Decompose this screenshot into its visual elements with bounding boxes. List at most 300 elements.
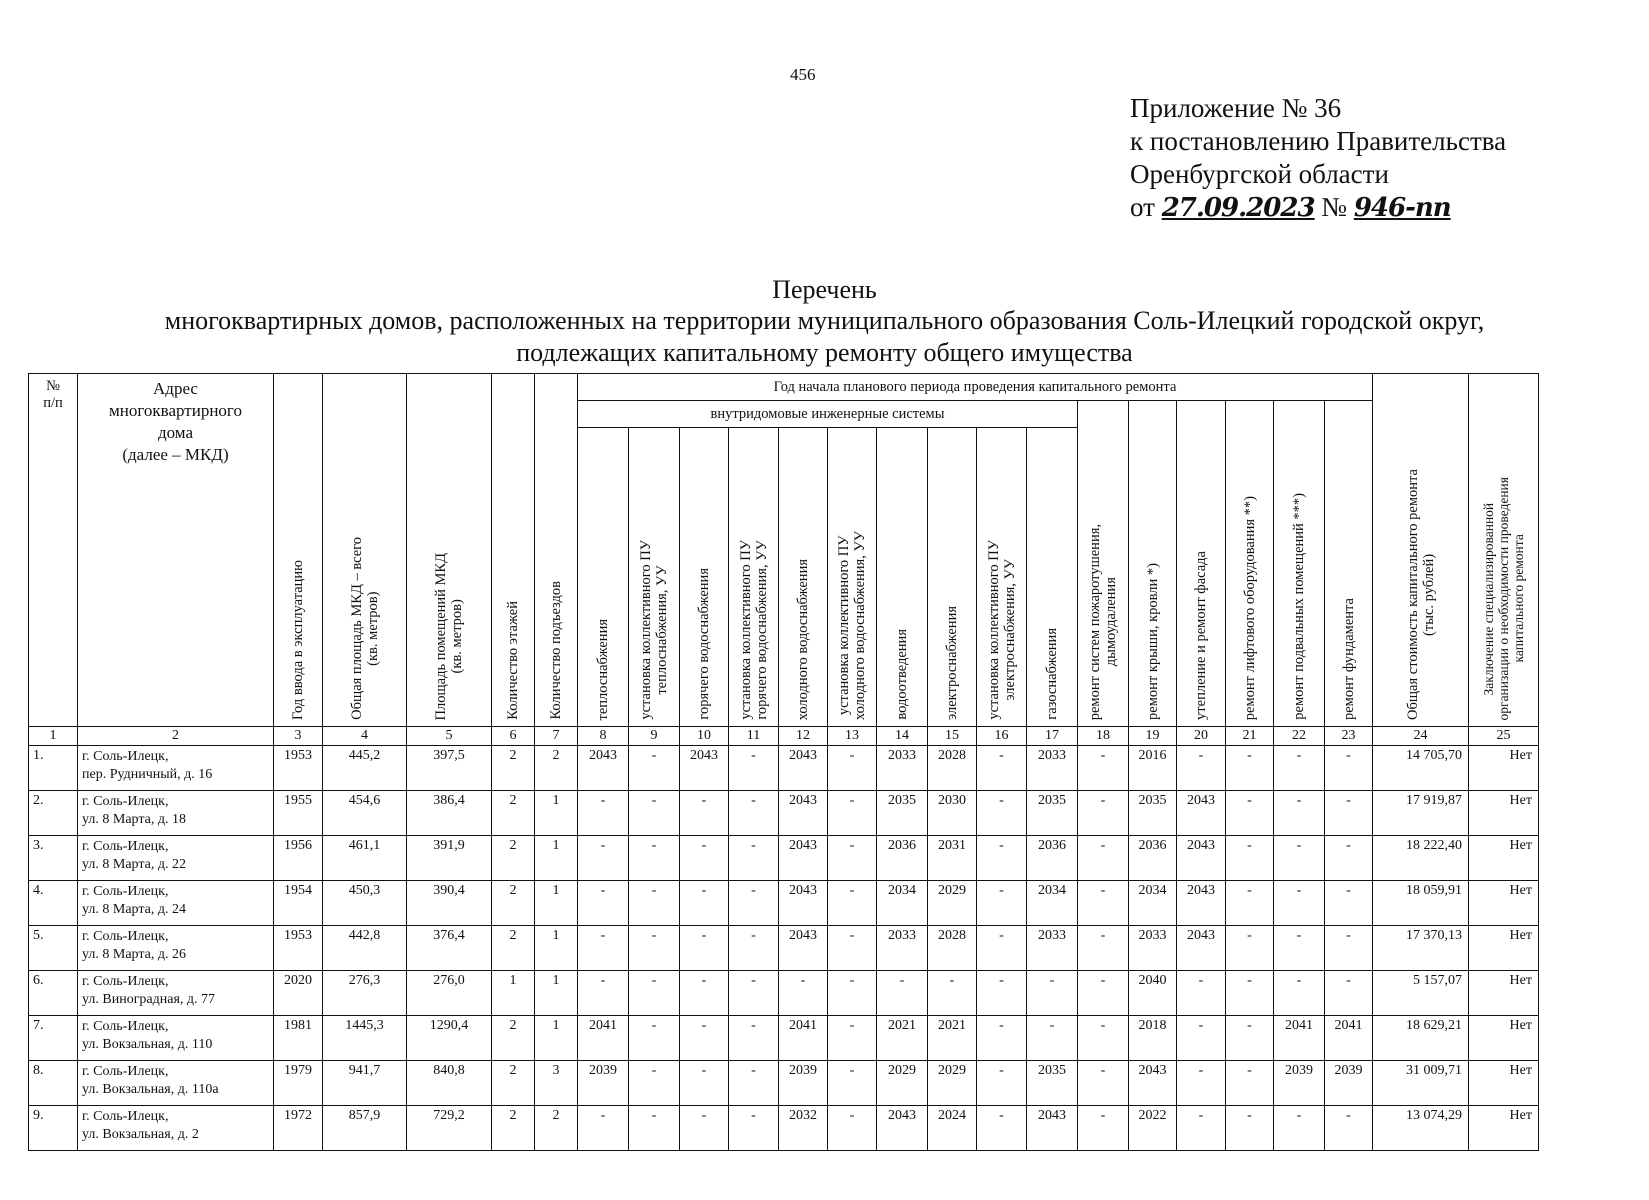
cell-c12: 2043 [779,746,828,791]
cost-cell: 5 157,07 [1373,971,1469,1016]
cell-floors: 1 [492,971,535,1016]
conclusion-cell: Нет [1469,1061,1539,1106]
document-subtitle-1: многоквартирных домов, расположенных на территории муниципального образования Соль-Илецкий городской округ, [164,306,1485,335]
header-group-engineering: внутридомовые инженерные системы [578,401,1078,428]
cell-c21: - [1226,881,1274,926]
cell-c17: 2034 [1027,881,1078,926]
cell-c15: 2029 [928,881,977,926]
cell-c22: - [1274,926,1325,971]
cell-c21: - [1226,971,1274,1016]
address-street: ул. Вокзальная, д. 110 [82,1037,213,1052]
cell-c15: - [928,971,977,1016]
cost-cell: 18 629,21 [1373,1016,1469,1061]
cell-floors: 2 [492,746,535,791]
cell-c21: - [1226,1106,1274,1151]
document-title: Перечень [772,275,877,304]
address-city: г. Соль-Илецк, [82,884,169,899]
cell-year: 1953 [274,926,323,971]
cell-c12: 2032 [779,1106,828,1151]
address-city: г. Соль-Илецк, [82,1109,169,1124]
cost-cell: 18 222,40 [1373,836,1469,881]
cell-c12: 2043 [779,836,828,881]
cell-c17: 2035 [1027,791,1078,836]
col-number: 11 [729,727,779,746]
cell-c18: - [1078,1016,1129,1061]
cell-c18: - [1078,791,1129,836]
cell-c20: - [1177,971,1226,1016]
cell-entr: 1 [535,1016,578,1061]
cell-entr: 2 [535,1106,578,1151]
col-number: 22 [1274,727,1325,746]
cell-c23: - [1325,926,1373,971]
header-address: Адрес многоквартирного дома (далее – МКД) [78,374,274,727]
cell-floors: 2 [492,926,535,971]
address-cell [78,791,274,836]
cell-c16: - [977,971,1027,1016]
cell-c17: 2033 [1027,926,1078,971]
cell-c10: - [680,1016,729,1061]
cell-c22: - [1274,881,1325,926]
address-street: ул. 8 Марта, д. 22 [82,857,186,872]
cell-c9: - [629,1106,680,1151]
cell-c22: 2041 [1274,1016,1325,1061]
cell-c22: 2039 [1274,1061,1325,1106]
address-cell [78,1061,274,1106]
cell-floors: 2 [492,1016,535,1061]
cell-c17: 2043 [1027,1106,1078,1151]
col-number: 21 [1226,727,1274,746]
conclusion-cell: Нет [1469,746,1539,791]
cell-c15: 2024 [928,1106,977,1151]
cell-total: 1445,3 [323,1016,407,1061]
appendix-date-line [1130,191,1506,225]
cell-c10: - [680,791,729,836]
row-number: 8. [29,1061,78,1106]
conclusion-cell: Нет [1469,881,1539,926]
cell-floors: 2 [492,791,535,836]
cell-c12: 2041 [779,1016,828,1061]
header-lift: ремонт лифтового оборудования **) [1226,401,1274,727]
cell-c13: - [828,1061,877,1106]
cell-floors: 2 [492,1061,535,1106]
header-cold-water-meter: установка коллективного ПУ холодного водоснабжения, УУ [828,428,877,727]
cell-c8: - [578,881,629,926]
cell-prem: 390,4 [407,881,492,926]
col-number: 4 [323,727,407,746]
cell-entr: 1 [535,836,578,881]
table-row [29,926,1539,971]
cell-c14: - [877,971,928,1016]
cell-prem: 386,4 [407,791,492,836]
col-number: 19 [1129,727,1177,746]
cell-c21: - [1226,926,1274,971]
cell-c17: - [1027,971,1078,1016]
cell-c19: 2035 [1129,791,1177,836]
cell-total: 461,1 [323,836,407,881]
header-hot-water: горячего водоснабжения [680,428,729,727]
cell-c22: - [1274,1106,1325,1151]
col-number: 6 [492,727,535,746]
header-premises-area: Площадь помещений МКД (кв. метров) [407,374,492,727]
cell-c21: - [1226,791,1274,836]
header-cold-water: холодного водоснабжения [779,428,828,727]
cell-c23: 2039 [1325,1061,1373,1106]
col-number: 24 [1373,727,1469,746]
cell-prem: 397,5 [407,746,492,791]
cell-c11: - [729,1016,779,1061]
cost-cell: 13 074,29 [1373,1106,1469,1151]
header-num: № п/п [29,374,78,727]
cell-c12: 2043 [779,881,828,926]
cell-c11: - [729,926,779,971]
cell-c19: 2016 [1129,746,1177,791]
cell-c16: - [977,746,1027,791]
cell-floors: 2 [492,1106,535,1151]
cell-total: 857,9 [323,1106,407,1151]
cell-c23: 2041 [1325,1016,1373,1061]
cell-total: 454,6 [323,791,407,836]
row-number: 3. [29,836,78,881]
col-number: 20 [1177,727,1226,746]
address-street: ул. 8 Марта, д. 26 [82,947,186,962]
cell-prem: 1290,4 [407,1016,492,1061]
cell-c23: - [1325,836,1373,881]
cell-c8: 2041 [578,1016,629,1061]
header-electric: электроснабжения [928,428,977,727]
cell-c23: - [1325,1106,1373,1151]
header-entrances: Количество подъездов [535,374,578,727]
cell-c18: - [1078,1061,1129,1106]
cell-c12: 2043 [779,926,828,971]
appendix-line-1: Приложение № 36 [1130,93,1342,123]
cell-c8: 2043 [578,746,629,791]
appendix-block [1130,92,1506,225]
cell-c9: - [629,746,680,791]
cell-c10: 2043 [680,746,729,791]
address-city: г. Соль-Илецк, [82,1064,169,1079]
header-floors: Количество этажей [492,374,535,727]
cell-total: 450,3 [323,881,407,926]
cell-c13: - [828,926,877,971]
cell-year: 1953 [274,746,323,791]
date-prefix: от [1130,192,1155,222]
header-electric-meter: установка коллективного ПУ электроснабжения, УУ [977,428,1027,727]
cell-c9: - [629,926,680,971]
address-cell [78,1016,274,1061]
col-number: 23 [1325,727,1373,746]
cell-c10: - [680,836,729,881]
address-street: ул. Виноградная, д. 77 [82,992,216,1007]
cell-c13: - [828,1106,877,1151]
cell-year: 1979 [274,1061,323,1106]
number-sign: № [1321,192,1348,222]
cell-c14: 2034 [877,881,928,926]
cell-c19: 2033 [1129,926,1177,971]
cell-prem: 840,8 [407,1061,492,1106]
address-city: г. Соль-Илецк, [82,794,169,809]
cell-c15: 2031 [928,836,977,881]
cell-entr: 1 [535,791,578,836]
address-cell [78,926,274,971]
cell-c22: - [1274,836,1325,881]
appendix-line-3: Оренбургской области [1130,159,1389,189]
cell-c11: - [729,791,779,836]
cell-c8: - [578,791,629,836]
cell-c10: - [680,971,729,1016]
cell-year: 1972 [274,1106,323,1151]
cell-c16: - [977,1061,1027,1106]
conclusion-cell: Нет [1469,1106,1539,1151]
cell-c14: 2036 [877,836,928,881]
col-number: 25 [1469,727,1539,746]
cell-c10: - [680,1106,729,1151]
header-fire: ремонт систем пожаротушения, дымоудаления [1078,401,1129,727]
cell-c17: 2033 [1027,746,1078,791]
cell-c20: 2043 [1177,881,1226,926]
appendix-line-2: к постановлению Правительства [1130,126,1507,156]
col-number: 12 [779,727,828,746]
cell-c11: - [729,881,779,926]
cell-c19: 2018 [1129,1016,1177,1061]
header-sewer: водоотведения [877,428,928,727]
col-number: 13 [828,727,877,746]
cell-c20: 2043 [1177,791,1226,836]
cell-prem: 391,9 [407,836,492,881]
header-heat: теплоснабжения [578,428,629,727]
cell-c15: 2030 [928,791,977,836]
header-total-area: Общая площадь МКД – всего (кв. метров) [323,374,407,727]
cell-c14: 2021 [877,1016,928,1061]
address-cell [78,881,274,926]
address-street: ул. Вокзальная, д. 110а [82,1082,219,1097]
header-gas: газоснабжения [1027,428,1078,727]
cell-c18: - [1078,881,1129,926]
cell-c10: - [680,926,729,971]
cell-entr: 2 [535,746,578,791]
table-row [29,1106,1539,1151]
cell-c9: - [629,836,680,881]
row-number: 7. [29,1016,78,1061]
handwritten-number: 946-пп [1353,193,1451,223]
cell-prem: 376,4 [407,926,492,971]
cell-c8: 2039 [578,1061,629,1106]
col-number: 8 [578,727,629,746]
cell-c10: - [680,881,729,926]
cell-year: 2020 [274,971,323,1016]
row-number: 5. [29,926,78,971]
row-number: 6. [29,971,78,1016]
cell-c23: - [1325,791,1373,836]
address-cell [78,971,274,1016]
cell-prem: 276,0 [407,971,492,1016]
table-row [29,836,1539,881]
cell-total: 442,8 [323,926,407,971]
row-number: 9. [29,1106,78,1151]
col-number: 1 [29,727,78,746]
cell-c8: - [578,926,629,971]
cell-c15: 2021 [928,1016,977,1061]
cell-c13: - [828,746,877,791]
cell-entr: 1 [535,926,578,971]
address-street: ул. 8 Марта, д. 24 [82,902,186,917]
col-number: 15 [928,727,977,746]
cell-entr: 1 [535,881,578,926]
header-group-main: Год начала планового периода проведения капитального ремонта [578,374,1373,401]
handwritten-date: 27.09.2023 [1161,193,1315,223]
cell-c14: 2033 [877,926,928,971]
header-year-built: Год ввода в эксплуатацию [274,374,323,727]
cell-c14: 2029 [877,1061,928,1106]
cell-c9: - [629,971,680,1016]
cell-c11: - [729,1061,779,1106]
address-city: г. Соль-Илецк, [82,839,169,854]
table-row [29,1061,1539,1106]
address-cell [78,1106,274,1151]
cell-c11: - [729,746,779,791]
cell-c13: - [828,971,877,1016]
col-number: 7 [535,727,578,746]
cost-cell: 17 370,13 [1373,926,1469,971]
cell-c19: 2040 [1129,971,1177,1016]
cell-c21: - [1226,836,1274,881]
cell-floors: 2 [492,881,535,926]
header-conclusion: Заключение специализированной организации о необходимости проведения капитального ремонта [1469,374,1539,727]
cost-cell: 31 009,71 [1373,1061,1469,1106]
row-number: 4. [29,881,78,926]
cell-c16: - [977,926,1027,971]
cell-c22: - [1274,971,1325,1016]
cell-c22: - [1274,746,1325,791]
cell-c18: - [1078,971,1129,1016]
cell-c8: - [578,971,629,1016]
conclusion-cell: Нет [1469,971,1539,1016]
conclusion-cell: Нет [1469,791,1539,836]
cell-c21: - [1226,1016,1274,1061]
cell-c18: - [1078,836,1129,881]
table-row [29,746,1539,791]
houses-table [28,373,1539,1151]
address-street: ул. Вокзальная, д. 2 [82,1127,199,1142]
address-cell [78,746,274,791]
conclusion-cell: Нет [1469,836,1539,881]
header-facade: утепление и ремонт фасада [1177,401,1226,727]
document-subtitle-2: подлежащих капитальному ремонту общего имущества [516,338,1133,367]
cell-c13: - [828,1016,877,1061]
row-number: 1. [29,746,78,791]
cell-c9: - [629,1016,680,1061]
cell-c16: - [977,791,1027,836]
cell-c20: - [1177,1016,1226,1061]
address-street: ул. 8 Марта, д. 18 [82,812,186,827]
column-number-row [29,727,1539,746]
cell-c21: - [1226,746,1274,791]
cell-c20: - [1177,1061,1226,1106]
address-cell [78,836,274,881]
cell-c16: - [977,881,1027,926]
header-roof: ремонт крыши, кровли *) [1129,401,1177,727]
cell-total: 445,2 [323,746,407,791]
cell-c19: 2022 [1129,1106,1177,1151]
cell-c10: - [680,1061,729,1106]
cell-year: 1954 [274,881,323,926]
cell-c12: 2039 [779,1061,828,1106]
col-number: 5 [407,727,492,746]
cell-c11: - [729,836,779,881]
cell-c20: 2043 [1177,926,1226,971]
cell-c13: - [828,791,877,836]
cell-floors: 2 [492,836,535,881]
cell-c9: - [629,1061,680,1106]
cell-c18: - [1078,926,1129,971]
header-basement: ремонт подвальных помещений ***) [1274,401,1325,727]
cell-entr: 1 [535,971,578,1016]
address-city: г. Соль-Илецк, [82,929,169,944]
cell-c17: 2036 [1027,836,1078,881]
conclusion-cell: Нет [1469,1016,1539,1061]
cell-c12: 2043 [779,791,828,836]
cell-c13: - [828,836,877,881]
conclusion-cell: Нет [1469,926,1539,971]
cell-entr: 3 [535,1061,578,1106]
col-number: 3 [274,727,323,746]
cell-c11: - [729,971,779,1016]
cell-total: 941,7 [323,1061,407,1106]
cell-c12: - [779,971,828,1016]
table-row [29,791,1539,836]
cell-c11: - [729,1106,779,1151]
col-number: 17 [1027,727,1078,746]
cell-c20: - [1177,746,1226,791]
cell-c15: 2028 [928,926,977,971]
cell-c13: - [828,881,877,926]
cell-c20: - [1177,1106,1226,1151]
cell-c23: - [1325,746,1373,791]
header-cost: Общая стоимость капитального ремонта (тыс. рублей) [1373,374,1469,727]
cell-c8: - [578,836,629,881]
cell-c14: 2035 [877,791,928,836]
cell-c21: - [1226,1061,1274,1106]
cell-total: 276,3 [323,971,407,1016]
cell-c8: - [578,1106,629,1151]
cell-c9: - [629,881,680,926]
cell-c15: 2028 [928,746,977,791]
col-number: 14 [877,727,928,746]
cell-c9: - [629,791,680,836]
cell-c16: - [977,1106,1027,1151]
cell-c19: 2043 [1129,1061,1177,1106]
cell-c14: 2033 [877,746,928,791]
address-street: пер. Рудничный, д. 16 [82,767,213,782]
cell-year: 1956 [274,836,323,881]
page-number: 456 [790,65,816,84]
cell-c23: - [1325,881,1373,926]
cost-cell: 18 059,91 [1373,881,1469,926]
header-hot-water-meter: установка коллективного ПУ горячего водоснабжения, УУ [729,428,779,727]
cost-cell: 17 919,87 [1373,791,1469,836]
col-number: 10 [680,727,729,746]
cell-c18: - [1078,1106,1129,1151]
cell-prem: 729,2 [407,1106,492,1151]
cell-c16: - [977,1016,1027,1061]
cell-c15: 2029 [928,1061,977,1106]
col-number: 16 [977,727,1027,746]
cell-c20: 2043 [1177,836,1226,881]
address-city: г. Соль-Илецк, [82,749,169,764]
cell-c17: 2035 [1027,1061,1078,1106]
row-number: 2. [29,791,78,836]
header-heat-meter: установка коллективного ПУ теплоснабжения, УУ [629,428,680,727]
table-row [29,971,1539,1016]
